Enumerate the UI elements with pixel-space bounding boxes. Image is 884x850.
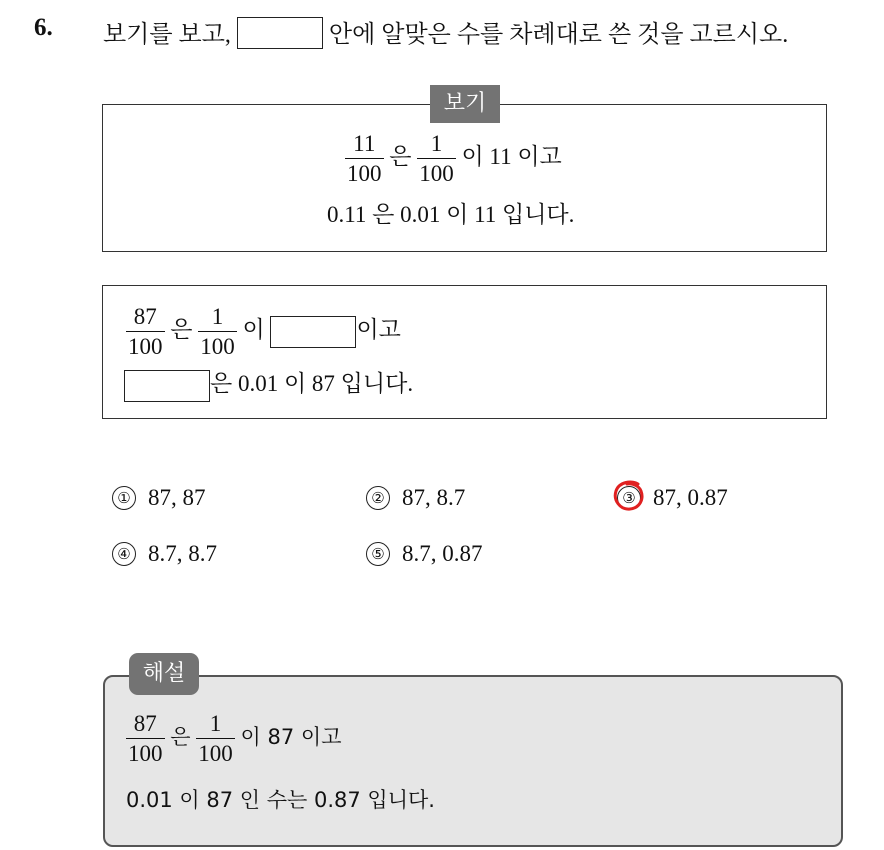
example-tag: 보기 bbox=[430, 85, 500, 123]
option-number-4: ④ bbox=[112, 542, 136, 566]
particle-text: 은 bbox=[170, 724, 191, 749]
particle-text: 이 bbox=[242, 316, 265, 342]
fraction bbox=[345, 132, 384, 185]
fraction bbox=[126, 305, 165, 358]
particle-text: 은 bbox=[389, 143, 412, 169]
question-text-before: 보기를 보고, bbox=[103, 22, 231, 48]
option-text: 8.7, 8.7 bbox=[148, 541, 217, 566]
option-number-1: ① bbox=[112, 486, 136, 510]
option-number-2: ② bbox=[366, 486, 390, 510]
option-2[interactable] bbox=[366, 485, 465, 512]
option-3[interactable] bbox=[617, 485, 728, 512]
fraction bbox=[417, 132, 456, 185]
option-text: 87, 8.7 bbox=[402, 485, 466, 510]
fraction-denominator: 100 bbox=[198, 741, 233, 766]
fraction-denominator: 100 bbox=[200, 334, 235, 359]
fraction bbox=[126, 712, 165, 765]
fraction-denominator: 100 bbox=[128, 334, 163, 359]
example-line-1-tail: 이 11 이고 bbox=[461, 143, 562, 169]
option-number-5: ⑤ bbox=[366, 542, 390, 566]
question-text-after: 안에 알맞은 수를 차례대로 쓴 것을 고르시오. bbox=[328, 22, 789, 48]
answer-blank-box bbox=[237, 17, 323, 49]
option-1[interactable] bbox=[112, 485, 206, 512]
option-4[interactable] bbox=[112, 541, 217, 568]
question-text bbox=[103, 14, 788, 52]
fraction-numerator: 1 bbox=[198, 305, 237, 332]
problem-line-2 bbox=[124, 365, 413, 402]
option-number-3: ③ bbox=[617, 486, 641, 510]
option-5[interactable] bbox=[366, 541, 483, 568]
question-number: 6. bbox=[34, 14, 53, 41]
fraction-denominator: 100 bbox=[347, 161, 382, 186]
answer-blank-2 bbox=[124, 370, 210, 402]
explanation-line-1-tail: 이 87 이고 bbox=[240, 724, 342, 749]
example-line-2: 0.11 은 0.01 이 11 입니다. bbox=[327, 202, 575, 227]
option-text: 87, 0.87 bbox=[653, 485, 728, 510]
particle-text: 은 bbox=[170, 316, 193, 342]
problem-line-1-tail: 이고 bbox=[356, 316, 401, 342]
example-line-1 bbox=[345, 132, 562, 185]
explanation-line-2: 0.01 이 87 인 수는 0.87 입니다. bbox=[126, 788, 435, 812]
answer-blank-1 bbox=[270, 316, 356, 348]
problem-line-1 bbox=[126, 305, 401, 358]
option-text: 8.7, 0.87 bbox=[402, 541, 483, 566]
fraction-denominator: 100 bbox=[419, 161, 454, 186]
explanation-tag: 해설 bbox=[129, 653, 199, 695]
problem-line-2-tail: 은 0.01 이 87 입니다. bbox=[210, 371, 414, 396]
fraction bbox=[198, 305, 237, 358]
answer-circle-mark-icon bbox=[611, 478, 647, 514]
fraction bbox=[196, 712, 235, 765]
fraction-numerator: 1 bbox=[417, 132, 456, 159]
option-text: 87, 87 bbox=[148, 485, 206, 510]
fraction-denominator: 100 bbox=[128, 741, 163, 766]
fraction-numerator: 87 bbox=[126, 712, 165, 739]
fraction-numerator: 87 bbox=[126, 305, 165, 332]
explanation-line-1 bbox=[126, 712, 341, 765]
fraction-numerator: 11 bbox=[345, 132, 384, 159]
fraction-numerator: 1 bbox=[196, 712, 235, 739]
